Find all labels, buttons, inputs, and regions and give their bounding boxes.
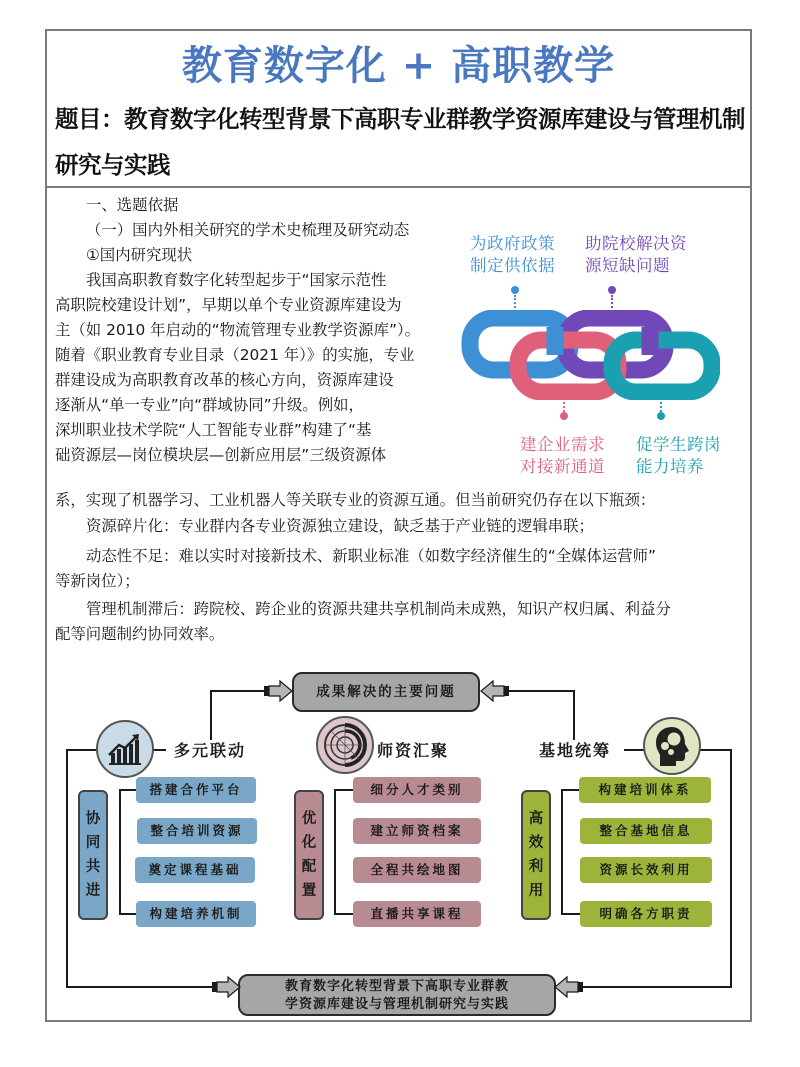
item-build-platform: 搭建合作平台 (136, 777, 256, 803)
connector-line (334, 789, 336, 915)
side-label-char: 高 (528, 810, 544, 827)
bottom-box-project-title (238, 974, 556, 1016)
connector-line (334, 913, 354, 915)
text-line: 随着《职业教育专业目录（2021 年）》的实施，专业 (55, 346, 415, 364)
connector-line (119, 913, 137, 915)
connector-line (561, 789, 581, 791)
chain-label-line: 为政府政策 (470, 234, 555, 253)
side-label-char: 协 (85, 810, 101, 827)
connector-line (508, 690, 574, 692)
item-training-system: 构建培训体系 (579, 777, 711, 803)
connector-line (119, 789, 137, 791)
item-long-term-use: 资源长效利用 (580, 857, 712, 883)
chain-label-line: 源短缺问题 (585, 256, 670, 275)
item-live-share-courses: 直播共享课程 (353, 901, 481, 927)
connector-dot (657, 412, 665, 420)
side-label-char: 配 (301, 858, 317, 875)
item-course-foundation: 奠定课程基础 (135, 857, 255, 883)
chain-label-government (470, 233, 555, 277)
connector-line (334, 789, 354, 791)
chain-label-line: 对接新通道 (520, 457, 605, 476)
side-label-optimize (294, 790, 324, 920)
text-line: 群建设成为高职教育改革的核心方向，资源库建设 (55, 371, 394, 389)
connector-line (573, 690, 575, 740)
group-title-base-coordination: 基地统筹 (539, 741, 612, 760)
item-talent-categories: 细分人才类别 (353, 777, 481, 803)
text-line: 逐渐从“单一专业”向“群域协同”升级。例如， (55, 396, 364, 414)
chain-label-student (636, 434, 721, 478)
text-line: 等新岗位）； (55, 572, 140, 590)
connector-line (154, 749, 166, 751)
side-label-char: 同 (85, 834, 101, 851)
side-label-char: 置 (301, 882, 317, 899)
connector-line (561, 913, 581, 915)
group-title-multi-linkage: 多元联动 (174, 741, 247, 760)
connector-dot (608, 286, 616, 294)
connector-dot (560, 412, 568, 420)
side-label-efficient-use (521, 790, 551, 920)
side-label-collaboration (78, 790, 108, 920)
connector-line (66, 749, 68, 987)
side-label-char: 优 (301, 810, 317, 827)
text-line: 资源碎片化：专业群内各专业资源独立建设，缺乏基于产业链的逻辑串联； (86, 517, 594, 535)
item-faculty-archive: 建立师资档案 (353, 818, 481, 844)
arrow-right-icon (212, 976, 242, 998)
chain-label-school (585, 233, 687, 277)
side-label-char: 共 (85, 858, 101, 875)
connector-line (210, 690, 265, 692)
head-thinking-icon (643, 717, 701, 775)
bottom-box-line: 学资源库建设与管理机制研究与实践 (284, 997, 509, 1012)
subject-title: 题目：教育数字化转型背景下高职专业群教学资源库建设与管理机制研究与实践 (55, 105, 745, 179)
arrow-right-icon (264, 680, 294, 702)
chain-label-line: 制定供依据 (470, 256, 555, 275)
connector-line (66, 749, 98, 751)
chain-label-line: 能力培养 (636, 457, 704, 476)
text-line: 动态性不足：难以实时对接新技术、新职业标准（如数字经济催生的“全媒体运营师” (86, 547, 657, 565)
text-line: 础资源层—岗位模块层—创新应用层”三级资源体 (55, 446, 387, 464)
growth-chart-icon (96, 720, 154, 778)
connector-line (119, 789, 121, 915)
item-co-draw-map: 全程共绘地图 (353, 857, 481, 883)
text-line: 管理机制滞后：跨院校、跨企业的资源共建共享机制尚未成熟，知识产权归属、利益分 (86, 600, 671, 618)
chain-label-line: 建企业需求 (520, 435, 605, 454)
item-clarify-responsibilities: 明确各方职责 (580, 901, 712, 927)
chain-links-icon (460, 310, 720, 400)
text-line: 配等问题制约协同效率。 (55, 625, 225, 643)
text-line: 主（如 2010 年启动的“物流管理专业教学资源库”）。 (55, 321, 421, 339)
section-heading: 一、选题依据 (86, 196, 179, 214)
main-title: 教育数字化 + 高职教学 (181, 42, 616, 89)
connector-line (700, 749, 732, 751)
side-label-char: 效 (528, 834, 544, 851)
chain-label-line: 促学生跨岗 (636, 435, 721, 454)
item-cultivation-mechanism: 构建培养机制 (136, 901, 256, 927)
connector-line (210, 690, 212, 740)
side-label-char: 利 (528, 858, 544, 875)
text-line: 系，实现了机器学习、工业机器人等关联专业的资源互通。但当前研究仍存在以下瓶颈： (55, 491, 656, 509)
connector-line (561, 789, 563, 915)
subsection-heading: （一）国内外相关研究的学术史梳理及研究动态 (86, 221, 410, 239)
connector-line (730, 749, 732, 987)
chain-label-enterprise (520, 434, 605, 478)
radar-target-icon (316, 716, 374, 774)
side-label-char: 进 (85, 882, 101, 899)
item-integrate-training: 整合培训资源 (137, 818, 257, 844)
text-line: 我国高职教育数字化转型起步于“国家示范性 (86, 271, 387, 289)
side-label-char: 用 (528, 882, 544, 899)
item-heading: ①国内研究现状 (86, 246, 193, 264)
arrow-left-icon (479, 680, 509, 702)
bottom-box-line: 教育数字化转型背景下高职专业群教 (284, 979, 509, 994)
text-line: 深圳职业技术学院“人工智能专业群”构建了“基 (55, 421, 372, 439)
connector-line (624, 749, 644, 751)
top-box-main-problems: 成果解决的主要问题 (292, 672, 480, 712)
arrow-left-icon (553, 976, 583, 998)
connector-dot (511, 286, 519, 294)
chain-label-line: 助院校解决资 (585, 234, 687, 253)
side-label-char: 化 (301, 834, 317, 851)
text-line: 高职院校建设计划”，早期以单个专业资源库建设为 (55, 296, 402, 314)
item-integrate-base-info: 整合基地信息 (580, 818, 712, 844)
group-title-faculty-gathering: 师资汇聚 (377, 741, 450, 760)
